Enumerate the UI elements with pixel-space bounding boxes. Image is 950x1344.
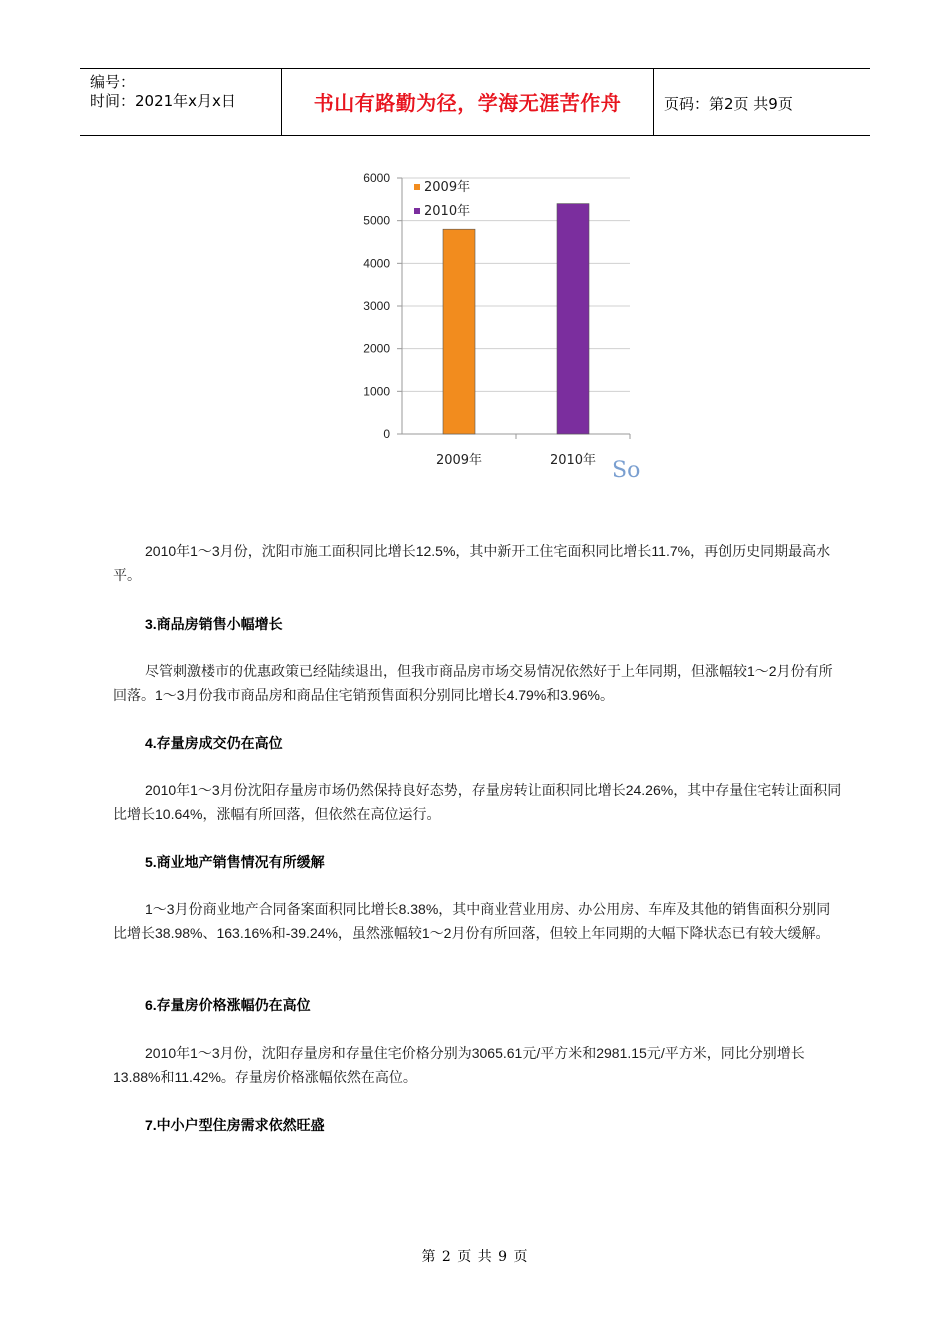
y-tick-label: 5000 [363,213,390,228]
bar-2010年 [557,204,589,434]
chart-x-tick-labels [436,452,596,468]
chart-y-tick-labels [363,171,390,441]
heading-small-units-demand: 7.中小户型住房需求依然旺盛 [145,1117,325,1133]
header-motto-cell [282,69,654,135]
y-tick-label: 3000 [363,299,390,313]
bar-2009年 [443,229,475,434]
y-tick-label: 1000 [363,384,390,399]
legend-swatch [414,208,420,214]
bar-chart [340,160,645,485]
x-tick-label: 2009年 [435,453,483,468]
header-page-label: 页码：第2页 共9页 [664,95,793,113]
motto-text: 书山有路勤为径，学海无涯苦作舟 [313,91,622,115]
paragraph-sales: 尽管刺激楼市的优惠政策已经陆续退出，但我市商品房市场交易情况依然好于上年同期，但涨幅较1～2月份有所回落。1～3月份我市商品房和商品住宅销预售面积分别同比增长4.79%和3.96%。 [113,663,833,703]
page-header [80,68,870,136]
header-info-cell [80,69,282,135]
paragraph-commercial-sales: 1～3月份商业地产合同备案面积同比增长8.38%，其中商业营业用房、办公用房、车库及其他的销售面积分别同比增长38.98%、163.16%和-39.24%，虽然涨幅较1～2月份有所回落，但较上年同期的大幅下降状态已有较大缓解。 [113,901,831,941]
chart-bars [443,204,589,434]
document-time-label: 时间：2021年x月x日 [90,92,236,110]
y-tick-label: 6000 [363,171,390,185]
chart-legend [414,179,470,219]
x-tick-label: 2010年 [549,453,597,468]
y-tick-label: 2000 [363,341,390,356]
heading-stock-transactions: 4.存量房成交仍在高位 [145,735,283,751]
y-tick-label: 4000 [363,256,390,271]
paragraph-construction: 2010年1～3月份，沈阳市施工面积同比增长12.5%，其中新开工住宅面积同比增长11.7%，再创历史同期最高水平。 [113,543,831,583]
page-footer: 第 2 页 共 9 页 [421,1249,529,1265]
heading-sales-growth: 3.商品房销售小幅增长 [145,616,283,632]
heading-commercial-sales: 5.商业地产销售情况有所缓解 [145,854,325,870]
legend-label: 2009年 [424,180,471,195]
chart-watermark: So [612,458,641,483]
legend-label: 2010年 [424,204,471,219]
legend-swatch [414,184,420,190]
y-tick-label: 0 [383,427,390,441]
paragraph-stock-transactions: 2010年1～3月份沈阳存量房市场仍然保持良好态势，存量房转让面积同比增长24.26%，其中存量住宅转让面积同比增长10.64%，涨幅有所回落，但依然在高位运行。 [113,782,842,822]
header-page-cell [654,69,870,135]
heading-stock-prices: 6.存量房价格涨幅仍在高位 [145,997,311,1013]
document-number-label: 编号： [90,73,136,91]
paragraph-stock-prices: 2010年1～3月份，沈阳存量房和存量住宅价格分别为3065.61元/平方米和2981.15元/平方米，同比分别增长13.88%和11.42%。存量房价格涨幅依然在高位。 [113,1045,805,1085]
